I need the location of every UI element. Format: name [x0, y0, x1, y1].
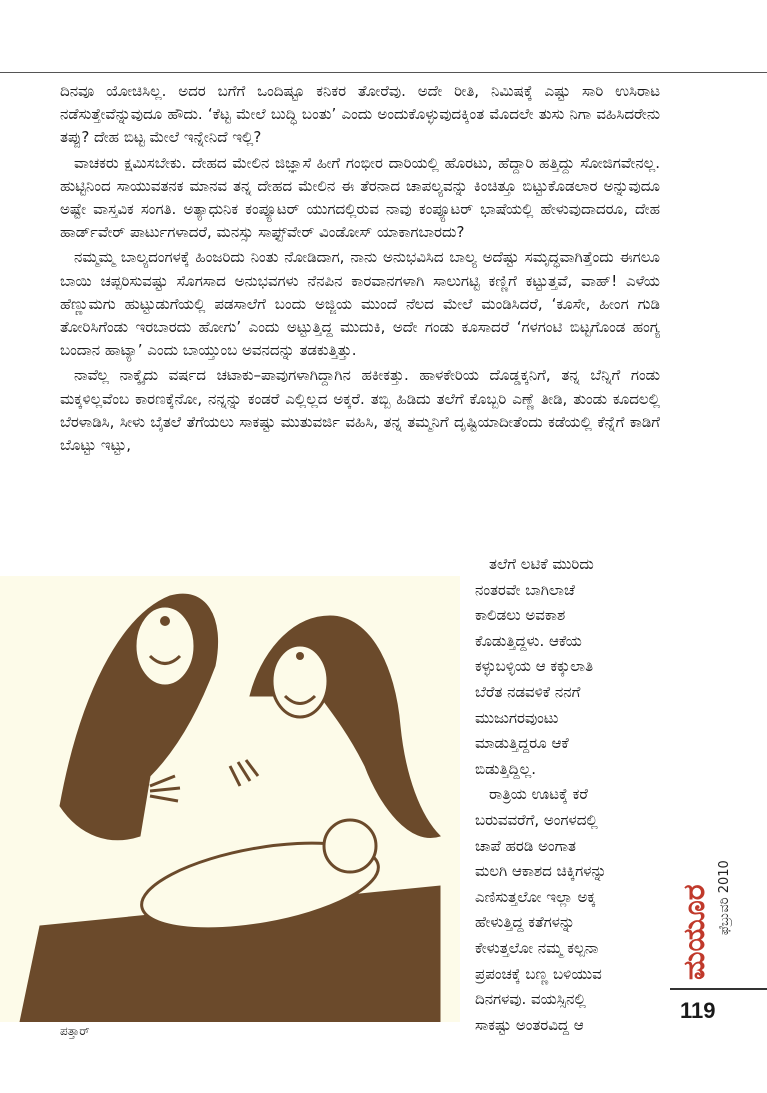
paragraph: ವಾಚಕರು ಕ್ಷಮಿಸಬೇಕು. ದೇಹದ ಮೇಲಿನ ಜಿಜ್ಞಾಸೆ ಹೀಗೆ ಗಂಭೀರ ದಾರಿಯಲ್ಲಿ ಹೊರಟು, ಹೆದ್ದಾರಿ ಹತ್ತಿದ್ದು ಸೋಜಿಗವೇನಲ್ಲ. ಹುಟ್ಟಿನಿಂದ ಸಾಯುವತನಕ ಮಾನವ ತನ್ನ ದೇಹದ ಮೇಲಿನ ಈ ತೆರನಾದ ಚಾಪಲ್ಯವನ್ನು ಕಿಂಚಿತ್ತೂ ಬಿಟ್ಟುಕೊಡಲಾರ ಅನ್ನುವುದೂ ಅಷ್ಟೇ ವಾಸ್ತವಿಕ ಸಂಗತಿ. ಅತ್ಯಾಧುನಿಕ ಕಂಪ್ಯೂಟರ್ ಯುಗದಲ್ಲಿರುವ ನಾವು ಕಂಪ್ಯೂಟರ್ ಭಾಷೆಯಲ್ಲಿ ಹೇಳುವುದಾದರೂ, ದೇಹ ಹಾರ್ಡ್‌ವೇರ್ ಪಾರ್ಟುಗಳಾದರೆ, ಮನಸ್ಸು ಸಾಫ್ಟ್‌ವೇರ್ ವಿಂಡೋಸ್ ಯಾಕಾಗಬಾರದು? [60, 153, 660, 242]
text-line: ಬರುವವರೆಗೆ, ಅಂಗಳದಲ್ಲಿ [475, 810, 598, 829]
top-rule [0, 72, 767, 73]
text-line: ಬೆರೆತ ನಡವಳಿಕೆ ನನಗೆ [475, 682, 581, 701]
text-line: ಮುಜುಗರವುಂಟು [475, 708, 559, 727]
left-hand [150, 776, 180, 801]
article-body-side-column [475, 552, 665, 1038]
illustration-drawing [0, 576, 460, 1022]
text-line: ನಂತರವೇ ಬಾಗಿಲಾಚೆ [475, 580, 575, 599]
right-hand [230, 760, 258, 786]
paragraph: ನಾವೆಲ್ಲ ನಾಕ್ಕೈದು ವರ್ಷದ ಚಟಾಕು–ಪಾವುಗಳಾಗಿದ್ದಾಗಿನ ಹಕೀಕತ್ತು. ಹಾಳಕೇರಿಯ ದೊಡ್ಡಕ್ಕನಿಗೆ, ತನ್ನ ಬೆನ್ನಿಗೆ ಗಂಡು ಮಕ್ಕಳಿಲ್ಲವೆಂಬ ಕಾರಣಕ್ಕೆನೋ, ನನ್ನನ್ನು ಕಂಡರೆ ಎಲ್ಲಿಲ್ಲದ ಅಕ್ಕರೆ. ತಬ್ಬಿ ಹಿಡಿದು ತಲೆಗೆ ಕೊಬ್ಬರಿ ಎಣ್ಣೆ ತೀಡಿ, ತುಂಡು ಕೂದಲಲ್ಲಿ ಬೆರಳಾಡಿಸಿ, ಸೀಳು ಬೈತಲೆ ತೆಗೆಯಲು ಸಾಕಷ್ಟು ಮುತುವರ್ಜಿ ವಹಿಸಿ, ತನ್ನ ತಮ್ಮನಿಗೆ ದೃಷ್ಟಿಯಾದೀತೆಂದು ಕಡೆಯಲ್ಲಿ ಕೆನ್ನೆಗೆ ಕಾಡಿಗೆ ಬೊಟ್ಟು ಇಟ್ಟು, [60, 366, 660, 455]
text-line: ಕೊಡುತ್ತಿದ್ದಳು. ಆಕೆಯ [475, 631, 582, 650]
text-line: ಬಿಡುತ್ತಿದ್ದಿಲ್ಲ. [475, 759, 536, 778]
text-line: ರಾತ್ರಿಯ ಊಟಕ್ಕೆ ಕರೆ [489, 785, 588, 804]
footer-rule [670, 988, 767, 990]
text-line: ಪ್ರಪಂಚಕ್ಕೆ ಬಣ್ಣ ಬಳಿಯುವ [475, 964, 602, 983]
text-line: ಚಾಪೆ ಹರಡಿ ಅಂಗಾತ [475, 836, 576, 855]
text-line: ತಲೆಗೆ ಲಟಿಕೆ ಮುರಿದು [489, 555, 594, 573]
magazine-name: ಮಯೂರ [677, 884, 712, 980]
text-line: ಕಾಲಿಡಲು ಅವಕಾಶ [475, 606, 566, 625]
text-line: ಹೇಳುತ್ತಿದ್ದ ಕತೆಗಳನ್ನು [475, 913, 575, 932]
text-line: ಮಲಗಿ ಆಕಾಶದ ಚಿಕ್ಕಿಗಳನ್ನು [475, 862, 607, 881]
text-line: ಎಣಿಸುತ್ತಲೋ ಇಲ್ಲಾ ಅಕ್ಕ [475, 887, 596, 906]
page-number: 119 [680, 998, 716, 1023]
magazine-masthead [676, 765, 736, 985]
illustration [0, 576, 460, 1022]
right-woman-figure [250, 616, 440, 838]
text-line: ಮಾಡುತ್ತಿದ್ದರೂ ಆಕೆ [475, 734, 569, 753]
text-line: ಸಾಕಷ್ಟು ಅಂತರವಿದ್ದ ಆ [475, 1015, 584, 1034]
article-body-full-width [60, 80, 660, 459]
issue-date: ಫೆಬ್ರುವರಿ 2010 [717, 860, 732, 935]
illustration-credit: ಪತ್ತಾರ್ [60, 1024, 90, 1038]
text-line: ಕೇಳುತ್ತಲೋ ನಮ್ಮ ಕಲ್ಪನಾ [475, 938, 599, 957]
text-line: ಕಳ್ಳುಬಳ್ಳಿಯ ಆ ಕಕ್ಕುಲಾತಿ [475, 657, 594, 676]
baby-head [324, 820, 376, 872]
text-line: ದಿನಗಳವು. ವಯಸ್ಸಿನಲ್ಲಿ [475, 990, 586, 1009]
paragraph: ದಿನವೂ ಯೋಚಿಸಿಲ್ಲ. ಅದರ ಬಗೆಗೆ ಒಂದಿಷ್ಟೂ ಕನಿಕರ ತೋರೆವು. ಅದೇ ರೀತಿ, ನಿಮಿಷಕ್ಕೆ ಎಷ್ಟು ಸಾರಿ ಉಸಿರಾಟ ನಡೆಸುತ್ತೇವೆನ್ನುವುದೂ ಹೌದು. ‘ಕೆಟ್ಟ ಮೇಲೆ ಬುದ್ಧಿ ಬಂತು’ ಎಂದು ಅಂದುಕೊಳ್ಳುವುದಕ್ಕಿಂತ ಮೊದಲೇ ತುಸು ನಿಗಾ ವಹಿಸಿದರೇನು ತಪ್ಪು? ದೇಹ ಬಿಟ್ಟ ಮೇಲೆ ಇನ್ನೇನಿದೆ ಇಲ್ಲಿ? [60, 82, 660, 147]
paragraph: ನಮ್ಮಮ್ಮ ಬಾಲ್ಯದಂಗಳಕ್ಕೆ ಹಿಂಜರಿದು ನಿಂತು ನೋಡಿದಾಗ, ನಾನು ಅನುಭವಿಸಿದ ಬಾಲ್ಯ ಅದೆಷ್ಟು ಸಮೃದ್ಧವಾಗಿತ್ತೆಂದು ಈಗಲೂ ಬಾಯಿ ಚಪ್ಪರಿಸುವಷ್ಟು ಸೊಗಸಾದ ಅನುಭವಗಳು ನೆನಪಿನ ಕಾರವಾನಗಳಾಗಿ ಸಾಲುಗಟ್ಟಿ ಕಣ್ಣಿಗೆ ಕಟ್ಟುತ್ತವೆ, ವಾಹ್! ಎಳೆಯ ಹೆಣ್ಣುಮಗು ಹುಟ್ಟುಡುಗೆಯಲ್ಲಿ ಪಡಸಾಲೆಗೆ ಬಂದು ಅಜ್ಜಿಯ ಮುಂದೆ ನೆಲದ ಮೇಲೆ ಮಂಡಿಸಿದರೆ, ‘ಕೂಸೇ, ಹೀಂಗ ಗುಡಿ ತೋರಿಸಿಗೆಂಡು ಇರಬಾರದು ಹೋಗು’ ಎಂದು ಅಟ್ಟುತ್ತಿದ್ದ ಮುದುಕಿ, ಅದೇ ಗಂಡು ಕೂಸಾದರೆ ‘ಗಳಗಂಟಿ ಬಿಟ್ಟಗೊಂಡ ಹಂಗ್ಯ ಬಂದಾನ ಹಾಟ್ಯಾ’ ಎಂದು ಬಾಯ್ತುಂಬ ಅವನದನ್ನು ತಡಕುತ್ತಿತ್ತು. [60, 248, 660, 360]
